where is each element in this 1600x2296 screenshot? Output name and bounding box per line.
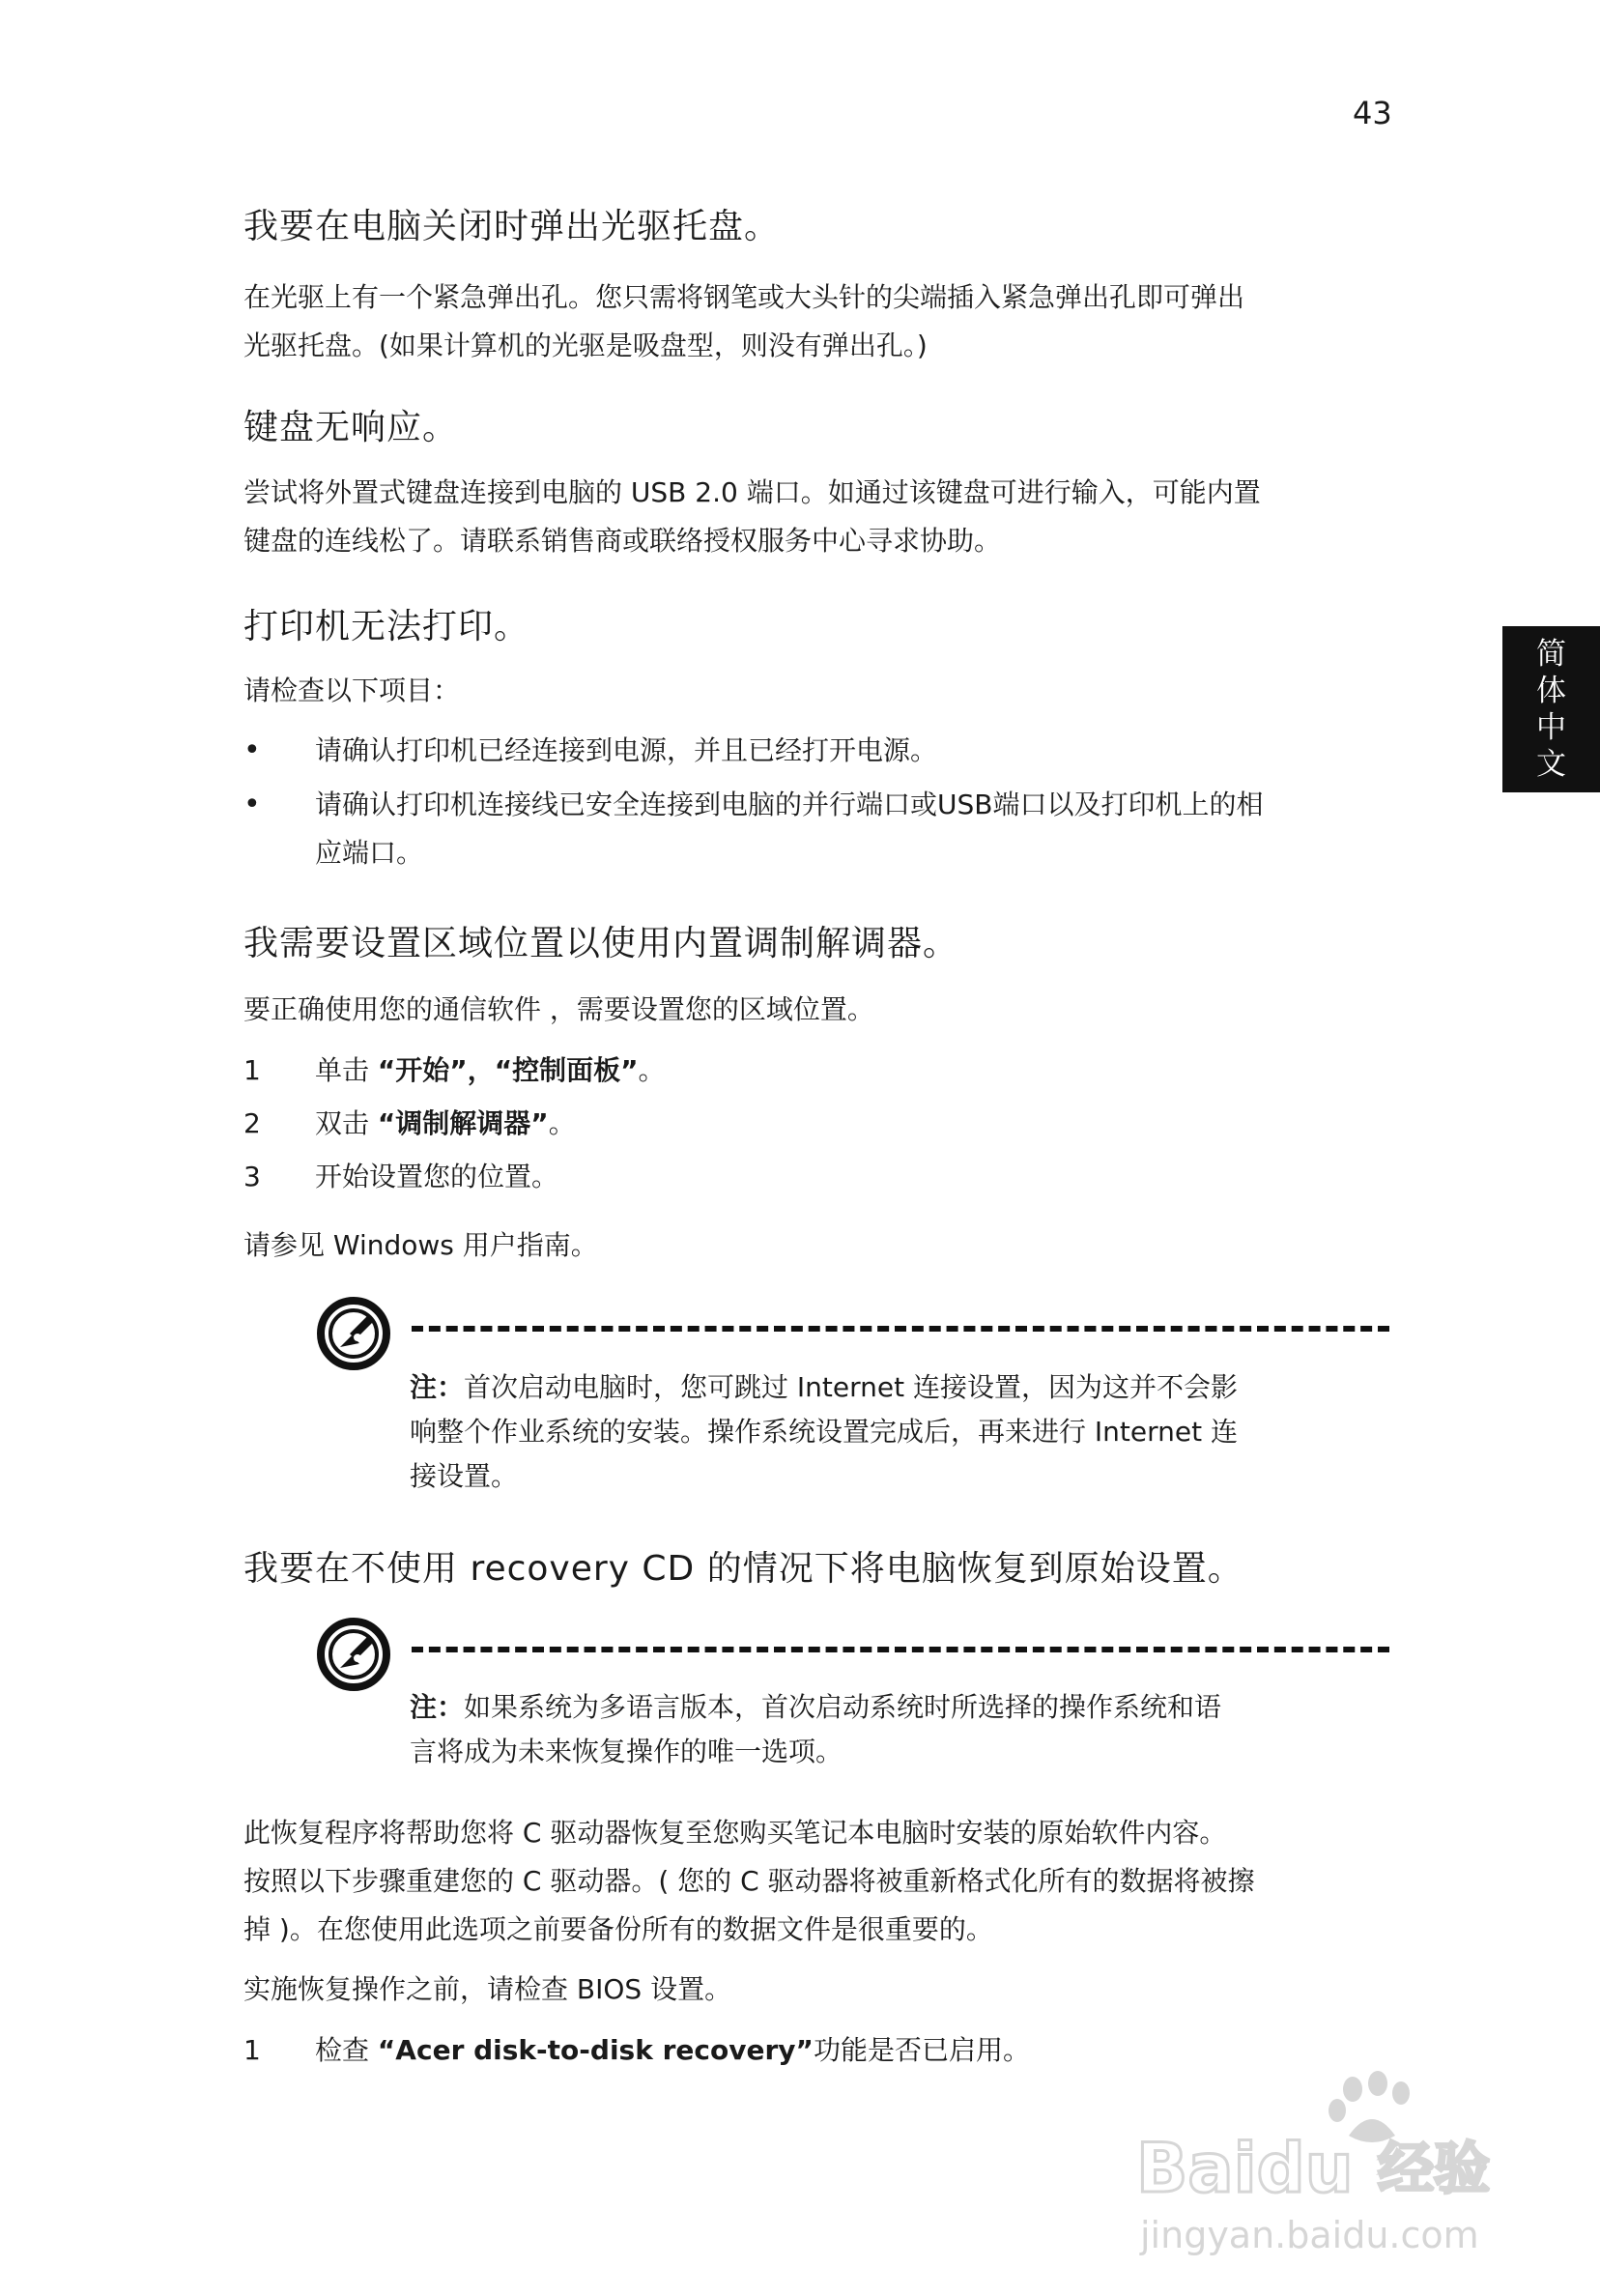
- note-label: 注：: [410, 1371, 465, 1403]
- step-bold-text: “Acer disk-to-disk recovery”: [377, 2034, 814, 2066]
- note-line: 首次启动电脑时，您可跳过 Internet 连接设置，因为这并不会影: [464, 1371, 1238, 1403]
- bullet-line: 应端口。: [315, 837, 424, 869]
- note-line: 如果系统为多语言版本，首次启动系统时所选择的操作系统和语: [464, 1691, 1222, 1723]
- intro-text: 要正确使用您的通信软件 ，需要设置您的区域位置。: [243, 993, 874, 1025]
- baidu-jingyan-watermark: [1130, 2068, 1517, 2261]
- step-text: 单击: [315, 1054, 378, 1086]
- section-heading: 我要在不使用 recovery CD 的情况下将电脑恢复到原始设置。: [243, 1549, 1243, 1589]
- note-icon: [315, 1295, 392, 1372]
- section-heading: 键盘无响应。: [243, 408, 459, 447]
- paragraph-line: 掉 )。在您使用此选项之前要备份所有的数据文件是很重要的。: [243, 1913, 993, 1945]
- step-text: 开始设置您的位置。: [315, 1161, 559, 1192]
- language-tab-char: 文: [1536, 747, 1566, 782]
- bullet-marker: •: [243, 788, 261, 821]
- step-text: 双击: [315, 1107, 378, 1139]
- language-tab-char: 简: [1536, 637, 1566, 672]
- note-icon: [315, 1616, 392, 1693]
- paragraph-line: 光驱托盘。(如果计算机的光驱是吸盘型，则没有弹出孔。): [243, 330, 928, 361]
- paragraph: [243, 469, 1388, 565]
- note-line: 言将成为未来恢复操作的唯一选项。: [410, 1736, 843, 1767]
- paragraph: [243, 273, 1388, 370]
- outro-text: 请参见 Windows 用户指南。: [243, 1229, 598, 1261]
- section-heading: 我需要设置区域位置以使用内置调制解调器。: [243, 924, 959, 963]
- language-tab-char: 体: [1536, 674, 1566, 708]
- step-text: 功能是否已启用。: [813, 2034, 1030, 2066]
- paragraph: [243, 1809, 1388, 1954]
- page-number: 43: [1353, 95, 1392, 131]
- note-line: 响整个作业系统的安装。操作系统设置完成后，再来进行 Internet 连: [410, 1416, 1238, 1448]
- paragraph-line: 此恢复程序将帮助您将 C 驱动器恢复至您购买笔记本电脑时安装的原始软件内容。: [243, 1817, 1227, 1849]
- step-text: 。: [548, 1107, 576, 1139]
- note-label: 注：: [410, 1691, 465, 1723]
- step-number: 1: [243, 2034, 261, 2066]
- step-bold-text: “调制解调器”: [377, 1107, 549, 1139]
- step-number: 2: [243, 1107, 261, 1139]
- step-text: 。: [638, 1054, 666, 1086]
- language-tab: [1502, 626, 1600, 792]
- note-divider: [412, 1326, 1389, 1332]
- paragraph-line: 在光驱上有一个紧急弹出孔。您只需将钢笔或大头针的尖端插入紧急弹出孔即可弹出: [243, 281, 1245, 313]
- step-text: 检查: [315, 2034, 378, 2066]
- watermark-url: jingyan.baidu.com: [1140, 2214, 1479, 2256]
- intro-text: 请检查以下项目：: [243, 674, 461, 706]
- note-divider: [412, 1647, 1389, 1652]
- step-number: 3: [243, 1161, 261, 1192]
- intro-text: 实施恢复操作之前，请检查 BIOS 设置。: [243, 1973, 732, 2005]
- note-text: [410, 1365, 1357, 1499]
- step-bold-text: “开始”，“控制面板”: [377, 1054, 639, 1086]
- watermark-brand: Baidu: [1136, 2129, 1354, 2208]
- paragraph-line: 尝试将外置式键盘连接到电脑的 USB 2.0 端口。如通过该键盘可进行输入，可能内置: [243, 476, 1261, 508]
- section-heading: 我要在电脑关闭时弹出光驱托盘。: [243, 207, 781, 246]
- note-text: [410, 1685, 1357, 1774]
- note-line: 接设置。: [410, 1460, 519, 1492]
- paragraph-line: 键盘的连线松了。请联系销售商或联络授权服务中心寻求协助。: [243, 525, 1002, 557]
- step-number: 1: [243, 1054, 261, 1086]
- bullet-line: 请确认打印机已经连接到电源，并且已经打开电源。: [315, 734, 938, 766]
- language-tab-char: 中: [1536, 710, 1566, 745]
- bullet-line: 请确认打印机连接线已安全连接到电脑的并行端口或USB端口以及打印机上的相: [315, 789, 1264, 820]
- section-heading: 打印机无法打印。: [243, 607, 530, 646]
- bullet-marker: •: [243, 733, 261, 767]
- paragraph-line: 按照以下步骤重建您的 C 驱动器。( 您的 C 驱动器将被重新格式化所有的数据将被擦: [243, 1865, 1255, 1897]
- watermark-cn: 经验: [1378, 2136, 1491, 2201]
